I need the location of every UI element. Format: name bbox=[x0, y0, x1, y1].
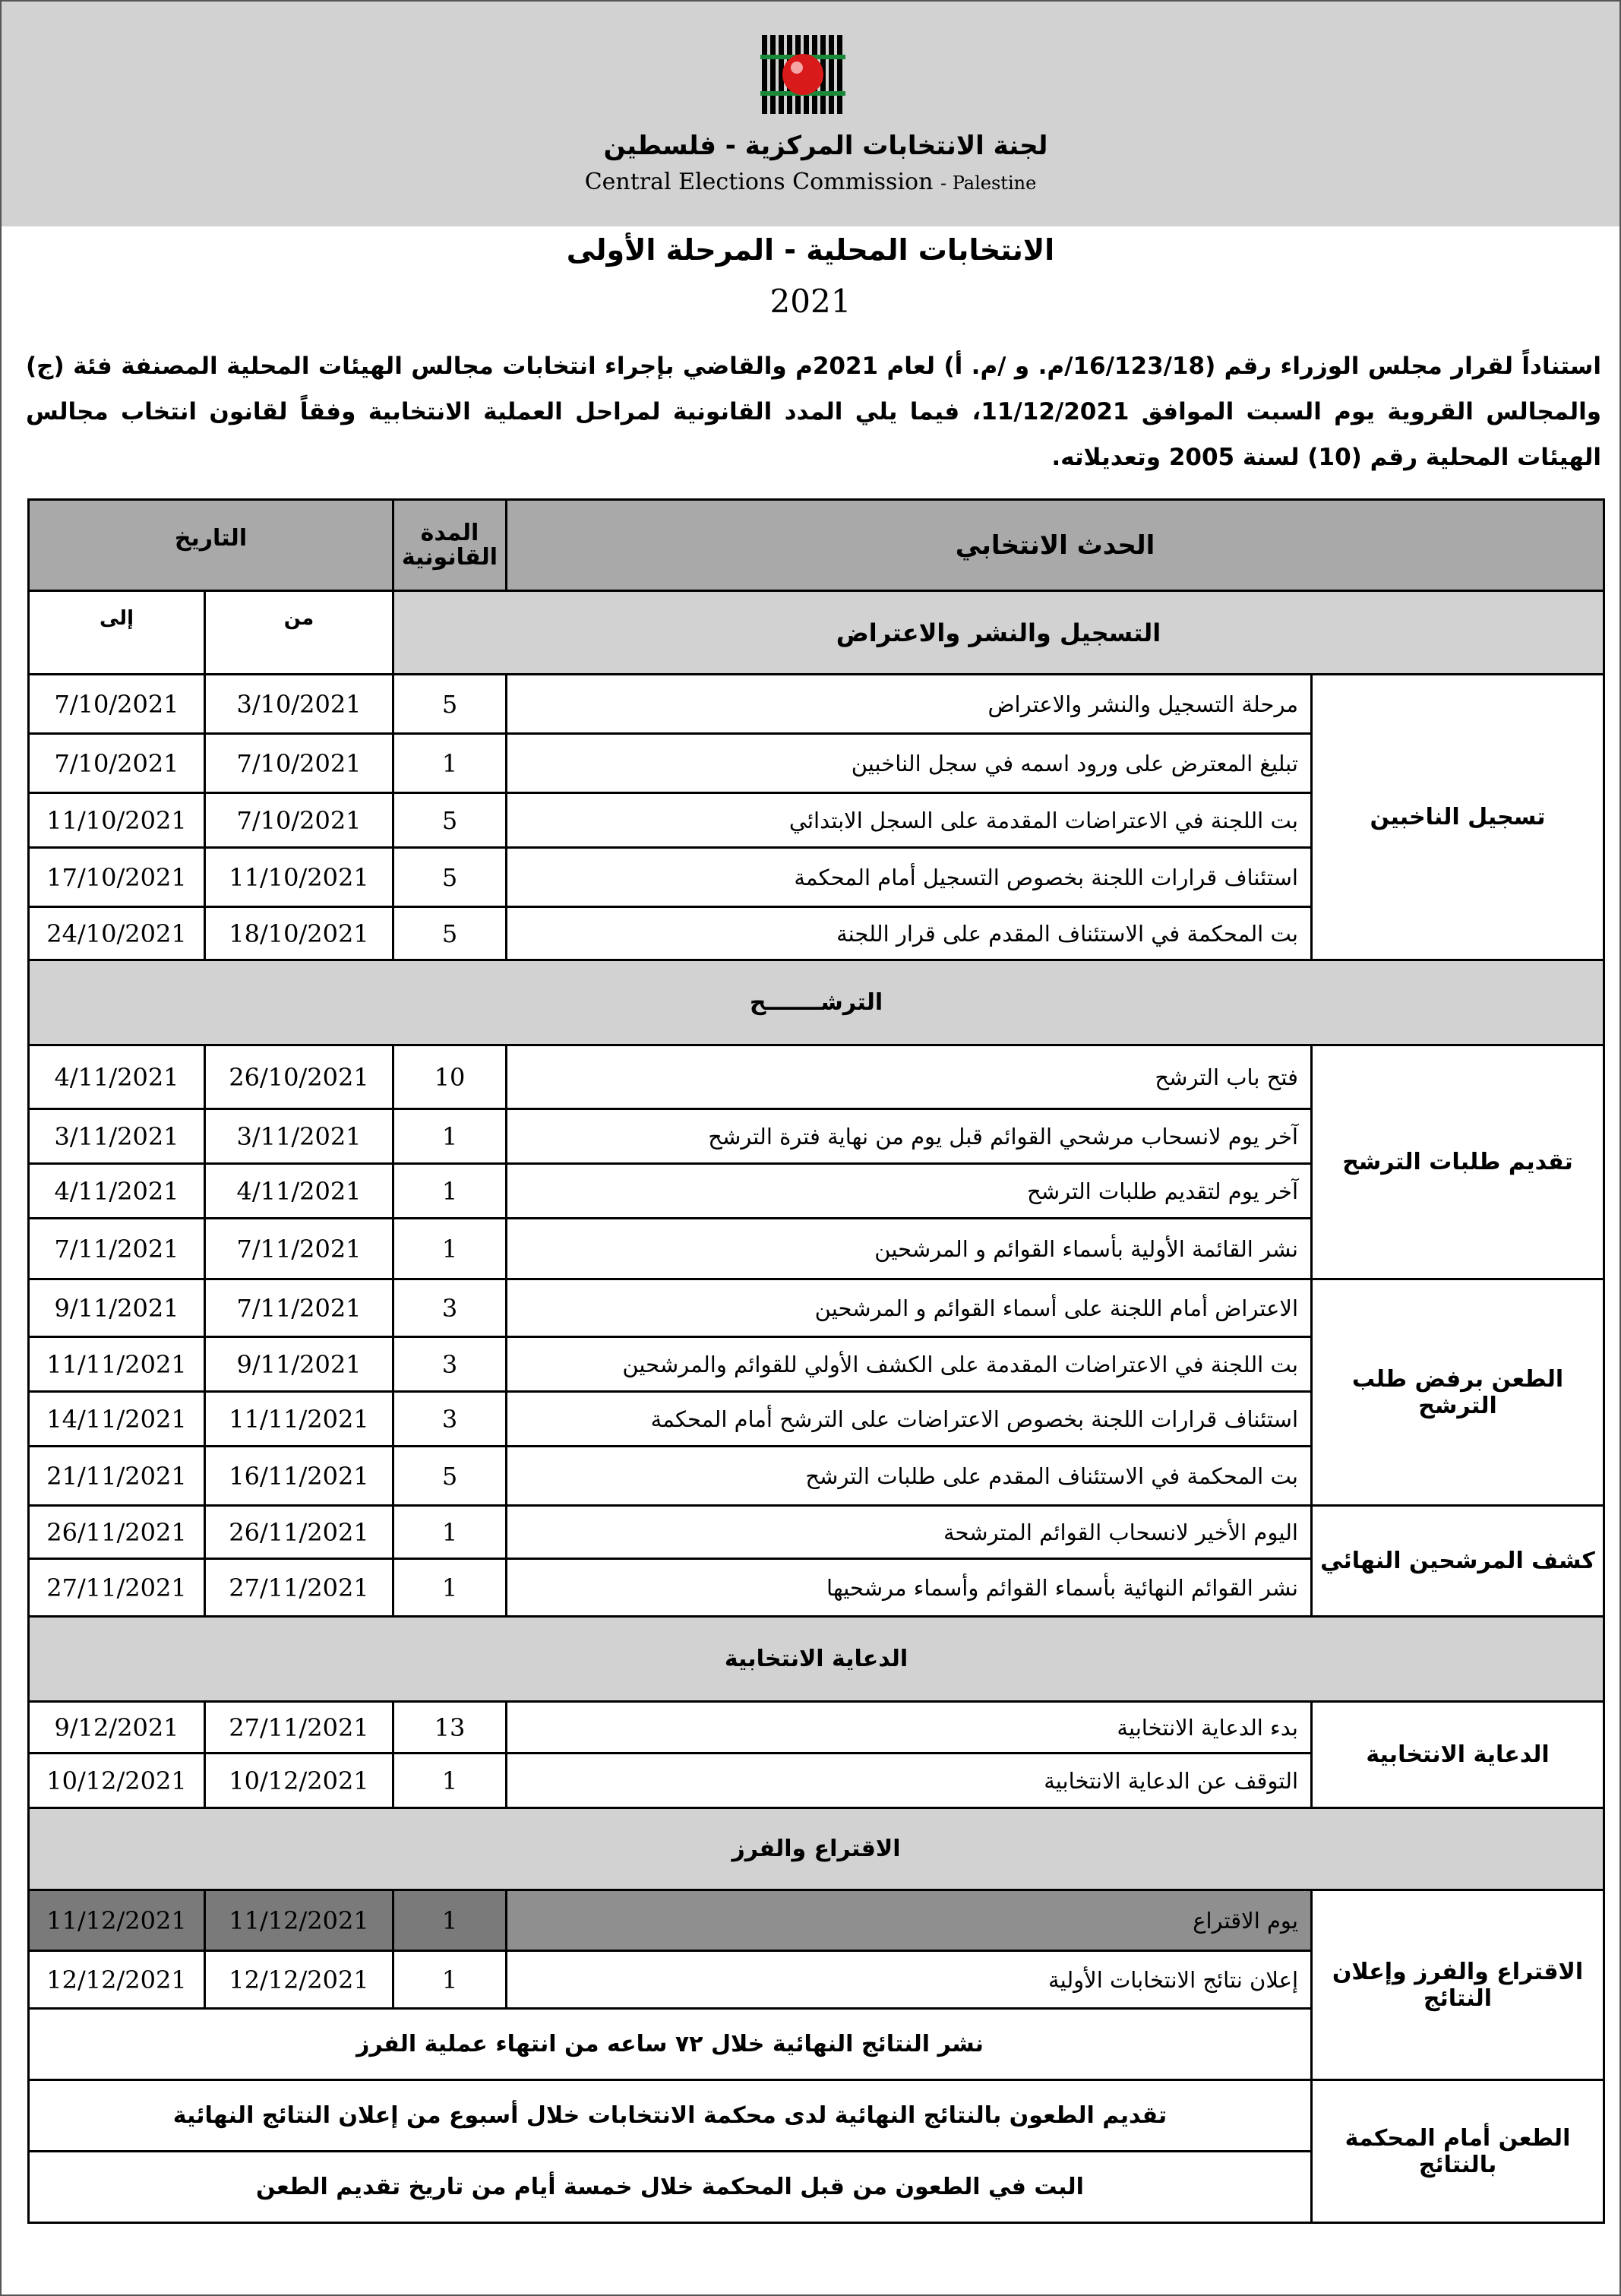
intro-paragraph: استناداً لقرار مجلس الوزراء رقم (16/123/18/م. و /م. أ) لعام 2021م والقاضي بإجراء انتخابات مجالس الهيئات المحلية المصنفة فئة (ج) والمجالس القروية يوم السبت الموافق 11/12/2021، فيما يلي المدد القانونية لمراحل العملية الانتخابية وفقاً لقانون انتخاب مجالس الهيئات المحلية رقم (10) لسنة 2005 وتعديلاته. bbox=[26, 353, 1602, 471]
category-campaign: الدعاية الانتخابية bbox=[1312, 1702, 1604, 1808]
from-date-cell: 11/12/2021 bbox=[205, 1890, 393, 1951]
table-row bbox=[29, 1279, 1604, 1337]
org-name-arabic: لجنة الانتخابات المركزية - فلسطين bbox=[603, 131, 1048, 161]
duration-cell: 1 bbox=[393, 1219, 507, 1279]
duration-cell: 1 bbox=[393, 1754, 507, 1808]
header-duration: المدة القانونية bbox=[393, 500, 507, 591]
table-row bbox=[29, 1506, 1604, 1559]
to-date-cell: 21/11/2021 bbox=[29, 1447, 205, 1506]
category-voter-registration: تسجيل الناخبين bbox=[1312, 675, 1604, 960]
duration-cell: 1 bbox=[393, 1951, 507, 2009]
from-date-cell: 7/10/2021 bbox=[205, 734, 393, 793]
from-date-cell: 16/11/2021 bbox=[205, 1447, 393, 1506]
to-date-cell: 7/10/2021 bbox=[29, 675, 205, 734]
event-cell: تبليغ المعترض على ورود اسمه في سجل الناخبين bbox=[507, 734, 1312, 793]
from-date-cell: 7/11/2021 bbox=[205, 1219, 393, 1279]
to-date-cell: 4/11/2021 bbox=[29, 1045, 205, 1109]
from-date-cell: 4/11/2021 bbox=[205, 1164, 393, 1219]
section-row bbox=[29, 960, 1604, 1045]
event-cell: نشر القوائم النهائية بأسماء القوائم وأسماء مرشحيها bbox=[507, 1559, 1312, 1617]
from-date-cell: 26/10/2021 bbox=[205, 1045, 393, 1109]
duration-cell: 3 bbox=[393, 1337, 507, 1392]
duration-cell: 1 bbox=[393, 1890, 507, 1951]
section-voting: الاقتراع والفرز bbox=[29, 1808, 1604, 1890]
duration-cell: 5 bbox=[393, 675, 507, 734]
header-to: إلى bbox=[29, 591, 205, 675]
from-date-cell: 18/10/2021 bbox=[205, 907, 393, 960]
section-registration: التسجيل والنشر والاعتراض bbox=[393, 591, 1604, 675]
page-year: 2021 bbox=[769, 283, 852, 320]
page-title: الانتخابات المحلية - المرحلة الأولى bbox=[566, 233, 1055, 267]
table-row bbox=[29, 1890, 1604, 1951]
org-name-english-sub: - Palestine bbox=[940, 172, 1037, 194]
event-cell: يوم الاقتراع bbox=[507, 1890, 1312, 1951]
event-cell: فتح باب الترشح bbox=[507, 1045, 1312, 1109]
section-candidacy: الترشـــــــح bbox=[29, 960, 1604, 1045]
to-date-cell: 3/11/2021 bbox=[29, 1109, 205, 1164]
from-date-cell: 26/11/2021 bbox=[205, 1506, 393, 1559]
event-cell: بت اللجنة في الاعتراضات المقدمة على السجل الابتدائي bbox=[507, 793, 1312, 848]
duration-cell: 10 bbox=[393, 1045, 507, 1109]
duration-cell: 13 bbox=[393, 1702, 507, 1754]
section-row bbox=[29, 1808, 1604, 1890]
duration-cell: 5 bbox=[393, 1447, 507, 1506]
duration-cell: 5 bbox=[393, 848, 507, 907]
to-date-cell: 11/11/2021 bbox=[29, 1337, 205, 1392]
event-cell: بت المحكمة في الاستئناف المقدم على طلبات الترشح bbox=[507, 1447, 1312, 1506]
to-date-cell: 12/12/2021 bbox=[29, 1951, 205, 2009]
table-row bbox=[29, 1702, 1604, 1754]
event-cell: إعلان نتائج الانتخابات الأولية bbox=[507, 1951, 1312, 2009]
from-date-cell: 9/11/2021 bbox=[205, 1337, 393, 1392]
event-cell: اليوم الأخير لانسحاب القوائم المترشحة bbox=[507, 1506, 1312, 1559]
duration-cell: 5 bbox=[393, 793, 507, 848]
from-date-cell: 11/11/2021 bbox=[205, 1392, 393, 1447]
note-final-results: نشر النتائج النهائية خلال ٧٢ ساعه من انتهاء عملية الفرز bbox=[29, 2009, 1312, 2080]
category-candidacy-submission: تقديم طلبات الترشح bbox=[1312, 1045, 1604, 1279]
event-cell: آخر يوم لانسحاب مرشحي القوائم قبل يوم من نهاية فترة الترشح bbox=[507, 1109, 1312, 1164]
from-date-cell: 3/10/2021 bbox=[205, 675, 393, 734]
to-date-cell: 7/10/2021 bbox=[29, 734, 205, 793]
from-date-cell: 10/12/2021 bbox=[205, 1754, 393, 1808]
to-date-cell: 10/12/2021 bbox=[29, 1754, 205, 1808]
table-row bbox=[29, 1045, 1604, 1109]
to-date-cell: 24/10/2021 bbox=[29, 907, 205, 960]
event-cell: الاعتراض أمام اللجنة على أسماء القوائم و المرشحين bbox=[507, 1279, 1312, 1337]
to-date-cell: 4/11/2021 bbox=[29, 1164, 205, 1219]
to-date-cell: 9/11/2021 bbox=[29, 1279, 205, 1337]
to-date-cell: 26/11/2021 bbox=[29, 1506, 205, 1559]
table-row bbox=[29, 2080, 1604, 2152]
duration-cell: 5 bbox=[393, 907, 507, 960]
event-cell: بت المحكمة في الاستئناف المقدم على قرار اللجنة bbox=[507, 907, 1312, 960]
event-cell: استئناف قرارات اللجنة بخصوص التسجيل أمام المحكمة bbox=[507, 848, 1312, 907]
to-date-cell: 27/11/2021 bbox=[29, 1559, 205, 1617]
event-cell: استئناف قرارات اللجنة بخصوص الاعتراضات على الترشح أمام المحكمة bbox=[507, 1392, 1312, 1447]
duration-cell: 1 bbox=[393, 1109, 507, 1164]
election-schedule-table bbox=[27, 498, 1605, 2224]
event-cell: مرحلة التسجيل والنشر والاعتراض bbox=[507, 675, 1312, 734]
duration-cell: 1 bbox=[393, 734, 507, 793]
to-date-cell: 11/10/2021 bbox=[29, 793, 205, 848]
header-event: الحدث الانتخابي bbox=[507, 500, 1604, 591]
duration-cell: 1 bbox=[393, 1559, 507, 1617]
duration-cell: 3 bbox=[393, 1279, 507, 1337]
header-from: من bbox=[205, 591, 393, 675]
from-date-cell: 27/11/2021 bbox=[205, 1559, 393, 1617]
section-row bbox=[29, 591, 1604, 675]
note-appeal-decide: البت في الطعون من قبل المحكمة خلال خمسة أيام من تاريخ تقديم الطعن bbox=[29, 2152, 1312, 2223]
event-cell: آخر يوم لتقديم طلبات الترشح bbox=[507, 1164, 1312, 1219]
to-date-cell: 7/11/2021 bbox=[29, 1219, 205, 1279]
org-name-english bbox=[2, 169, 1619, 195]
table-row bbox=[29, 675, 1604, 734]
to-date-cell: 11/12/2021 bbox=[29, 1890, 205, 1951]
cec-logo-icon bbox=[760, 32, 845, 117]
duration-cell: 1 bbox=[393, 1506, 507, 1559]
section-campaign: الدعاية الانتخابية bbox=[29, 1617, 1604, 1702]
to-date-cell: 17/10/2021 bbox=[29, 848, 205, 907]
from-date-cell: 7/10/2021 bbox=[205, 793, 393, 848]
section-row bbox=[29, 1617, 1604, 1702]
table-header-row bbox=[29, 500, 1604, 591]
category-court-appeal: الطعن أمام المحكمة بالنتائج bbox=[1312, 2080, 1604, 2223]
to-date-cell: 14/11/2021 bbox=[29, 1392, 205, 1447]
to-date-cell: 9/12/2021 bbox=[29, 1702, 205, 1754]
from-date-cell: 11/10/2021 bbox=[205, 848, 393, 907]
from-date-cell: 12/12/2021 bbox=[205, 1951, 393, 2009]
from-date-cell: 27/11/2021 bbox=[205, 1702, 393, 1754]
category-final-candidates: كشف المرشحين النهائي bbox=[1312, 1506, 1604, 1617]
header-banner bbox=[2, 2, 1619, 226]
duration-cell: 3 bbox=[393, 1392, 507, 1447]
duration-cell: 1 bbox=[393, 1164, 507, 1219]
category-voting-results: الاقتراع والفرز وإعلان النتائج bbox=[1312, 1890, 1604, 2080]
event-cell: بت اللجنة في الاعتراضات المقدمة على الكشف الأولي للقوائم والمرشحين bbox=[507, 1337, 1312, 1392]
header-date: التاريخ bbox=[29, 500, 393, 591]
event-cell: نشر القائمة الأولية بأسماء القوائم و المرشحين bbox=[507, 1219, 1312, 1279]
category-candidacy-appeal: الطعن برفض طلب الترشح bbox=[1312, 1279, 1604, 1506]
from-date-cell: 3/11/2021 bbox=[205, 1109, 393, 1164]
org-name-english-main: Central Elections Commission bbox=[584, 169, 934, 195]
event-cell: بدء الدعاية الانتخابية bbox=[507, 1702, 1312, 1754]
note-appeal-submit: تقديم الطعون بالنتائج النهائية لدى محكمة الانتخابات خلال أسبوع من إعلان النتائج النهائية bbox=[29, 2080, 1312, 2152]
event-cell: التوقف عن الدعاية الانتخابية bbox=[507, 1754, 1312, 1808]
from-date-cell: 7/11/2021 bbox=[205, 1279, 393, 1337]
